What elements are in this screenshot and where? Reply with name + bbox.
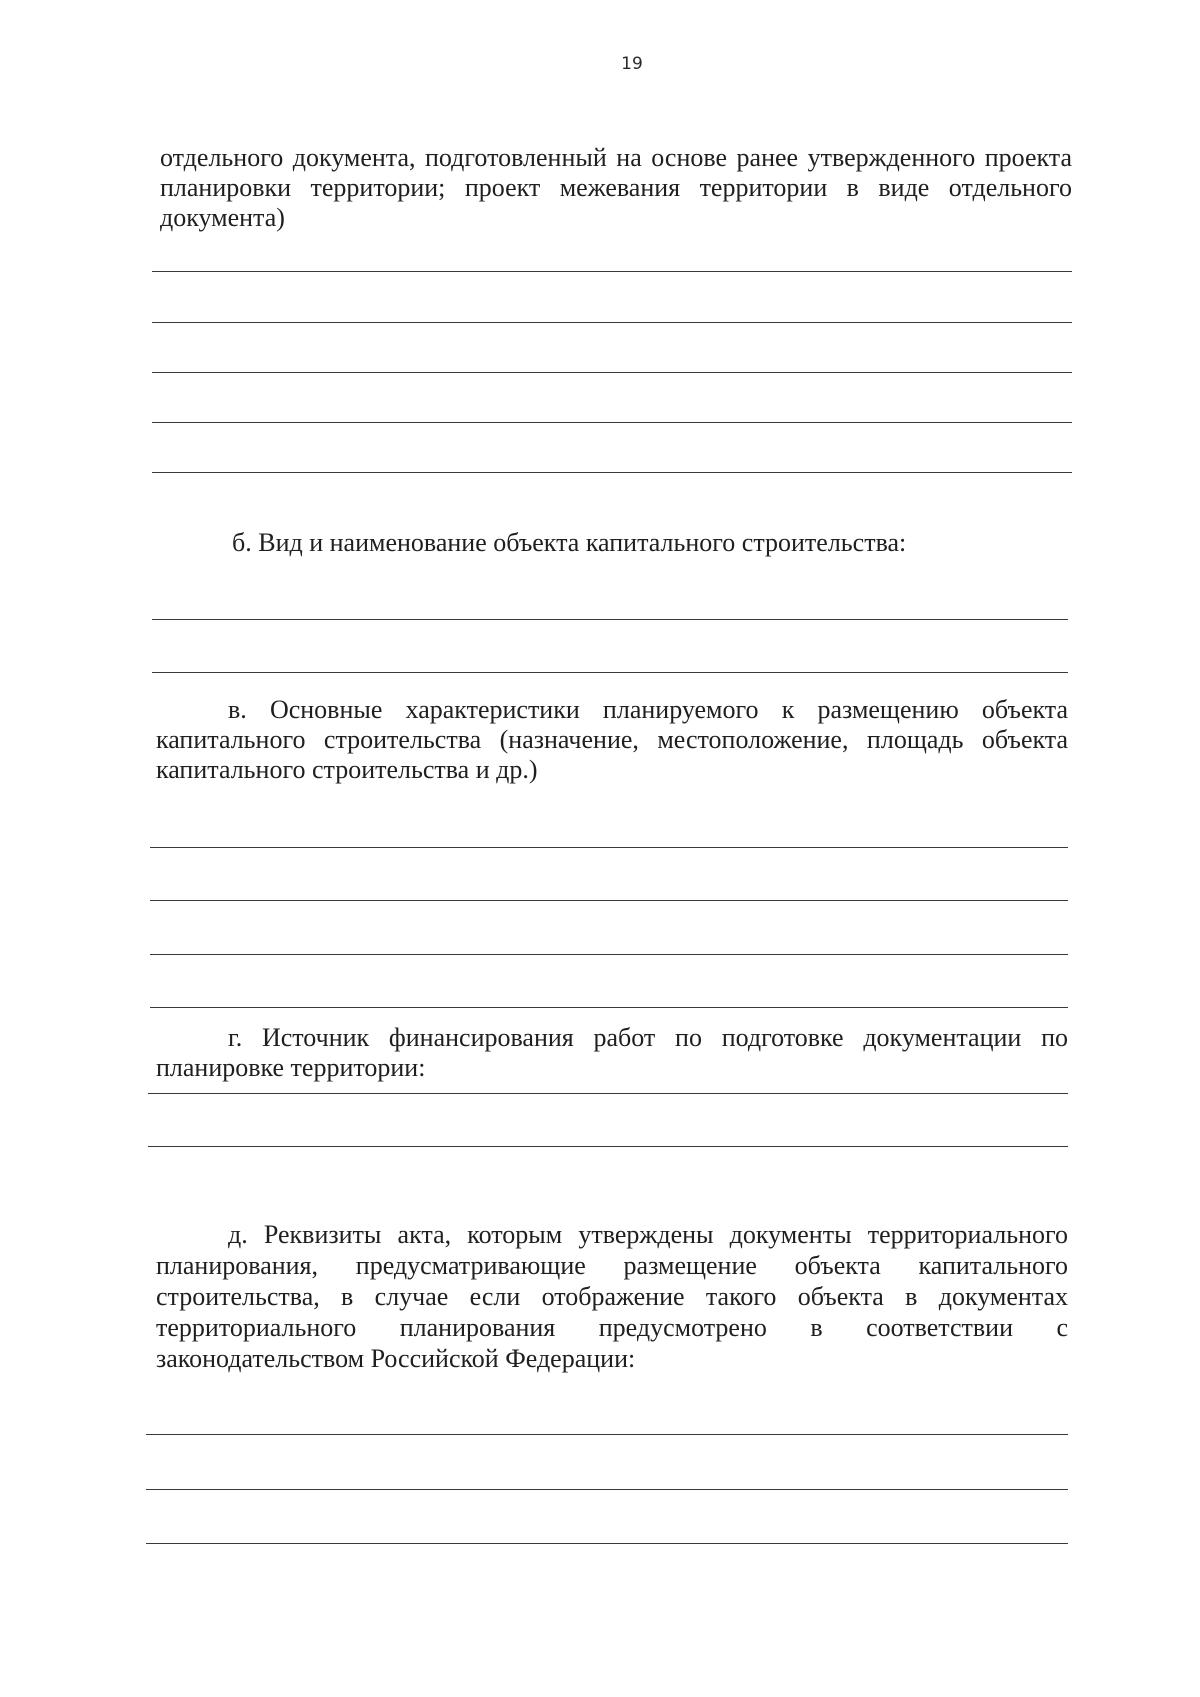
- section-b-heading: б. Вид и наименование объекта капитального строительства:: [232, 528, 907, 557]
- blank-line-v-3[interactable]: [150, 954, 1068, 955]
- blank-line-v-4[interactable]: [150, 1007, 1068, 1008]
- page-number: 19: [621, 54, 643, 74]
- blank-line-a-1[interactable]: [152, 271, 1072, 272]
- blank-line-b-1[interactable]: [152, 619, 1068, 620]
- blank-line-d-1[interactable]: [146, 1434, 1068, 1435]
- blank-line-g-1[interactable]: [148, 1093, 1068, 1094]
- section-v-heading: в. Основные характеристики планируемого к размещению объекта капитального строительства (назначение, местоположение, площадь объекта капитального строительства и др.): [156, 695, 1068, 784]
- section-d-heading: д. Реквизиты акта, которым утверждены документы территориального планирования, предусматривающие размещение объекта капитального строительства, в случае если отображение такого объекта в документах территориального планирования предусмотрено в соответствии с законодательством Российской Федерации:: [156, 1220, 1068, 1373]
- blank-line-b-2[interactable]: [152, 672, 1068, 673]
- blank-line-a-5[interactable]: [152, 472, 1072, 473]
- blank-line-v-1[interactable]: [150, 847, 1068, 848]
- blank-line-d-3[interactable]: [146, 1543, 1068, 1544]
- blank-line-a-3[interactable]: [152, 372, 1072, 373]
- section-a-continuation-text: отдельного документа, подготовленный на основе ранее утвержденного проекта планировки территории; проект межевания территории в виде отдельного документа): [160, 143, 1072, 232]
- blank-line-v-2[interactable]: [150, 900, 1068, 901]
- blank-line-g-2[interactable]: [148, 1146, 1068, 1147]
- section-g-heading: г. Источник финансирования работ по подготовке документации по планировке территории:: [156, 1023, 1068, 1082]
- blank-line-a-2[interactable]: [152, 322, 1072, 323]
- blank-line-a-4[interactable]: [152, 422, 1072, 423]
- blank-line-d-2[interactable]: [146, 1489, 1068, 1490]
